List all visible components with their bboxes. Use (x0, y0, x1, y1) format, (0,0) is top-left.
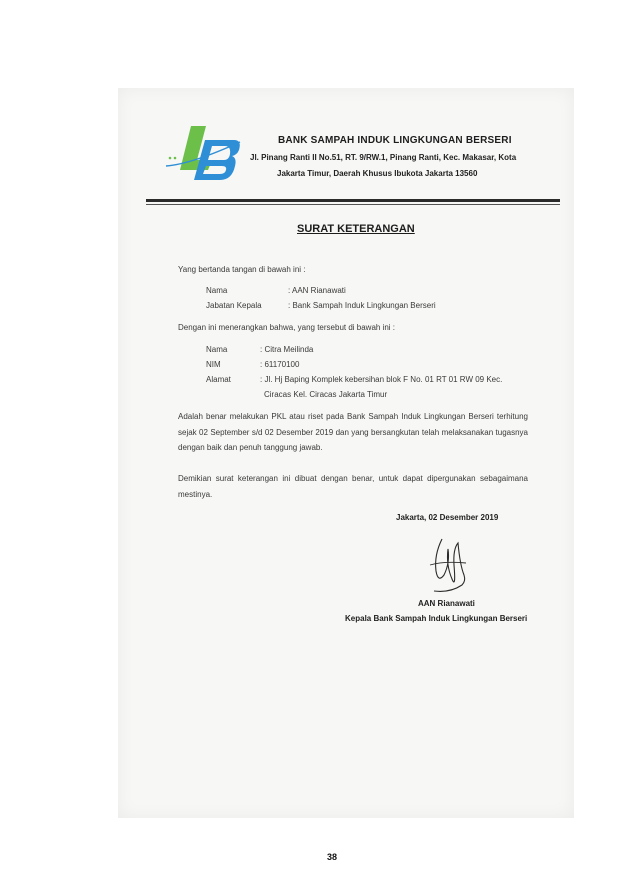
letterhead-address-line2: Jakarta Timur, Daerah Khusus Ibukota Jakarta 13560 (277, 169, 478, 178)
organization-logo (162, 120, 244, 186)
signature-position: Kepala Bank Sampah Induk Lingkungan Berseri (345, 614, 528, 623)
letterhead-divider (146, 199, 560, 202)
letterhead-address-line1: Jl. Pinang Ranti II No.51, RT. 9/RW.1, Pinang Ranti, Kec. Makasar, Kota (250, 153, 517, 162)
body-paragraph: Adalah benar melakukan PKL atau riset pada Bank Sampah Induk Lingkungan Berseri terhitung sejak 02 September s/d 02 Desember 2019 dan yang bersangkutan telah melaksanakan tugasnya dengan baik dan penuh tanggung jawab. (178, 412, 528, 452)
subject-name-value: : Citra Meilinda (260, 345, 314, 354)
subject-nim-value: : 61170100 (260, 360, 300, 369)
subject-address-value-line2: Ciracas Kel. Ciracas Jakarta Timur (264, 390, 388, 399)
statement-text: Dengan ini menerangkan bahwa, yang tersebut di bawah ini : (178, 323, 396, 332)
signer-name-label: Nama (206, 286, 228, 295)
signer-position-value: : Bank Sampah Induk Lingkungan Berseri (288, 301, 436, 310)
subject-name-label: Nama (206, 345, 228, 354)
signature-place-date: Jakarta, 02 Desember 2019 (396, 513, 499, 522)
letterhead-divider-thin (146, 204, 560, 205)
signer-position-label: Jabatan Kepala (206, 301, 262, 310)
closing-paragraph: Demikian surat keterangan ini dibuat dengan benar, untuk dapat dipergunakan sebagaimana mestinya. (178, 474, 528, 499)
subject-address-value: : Jl. Hj Baping Komplek kebersihan blok F No. 01 RT 01 RW 09 Kec. (260, 375, 503, 384)
signature-name: AAN Rianawati (418, 599, 475, 608)
handwritten-signature (420, 535, 480, 597)
subject-address-label: Alamat (206, 375, 231, 384)
signer-name-value: : AAN Rianawati (288, 286, 346, 295)
page-number: 38 (327, 852, 338, 862)
subject-nim-label: NIM (206, 360, 221, 369)
document-title: SURAT KETERANGAN (297, 223, 415, 235)
letterhead-organization: BANK SAMPAH INDUK LINGKUNGAN BERSERI (278, 135, 512, 146)
intro-text: Yang bertanda tangan di bawah ini : (178, 265, 306, 274)
